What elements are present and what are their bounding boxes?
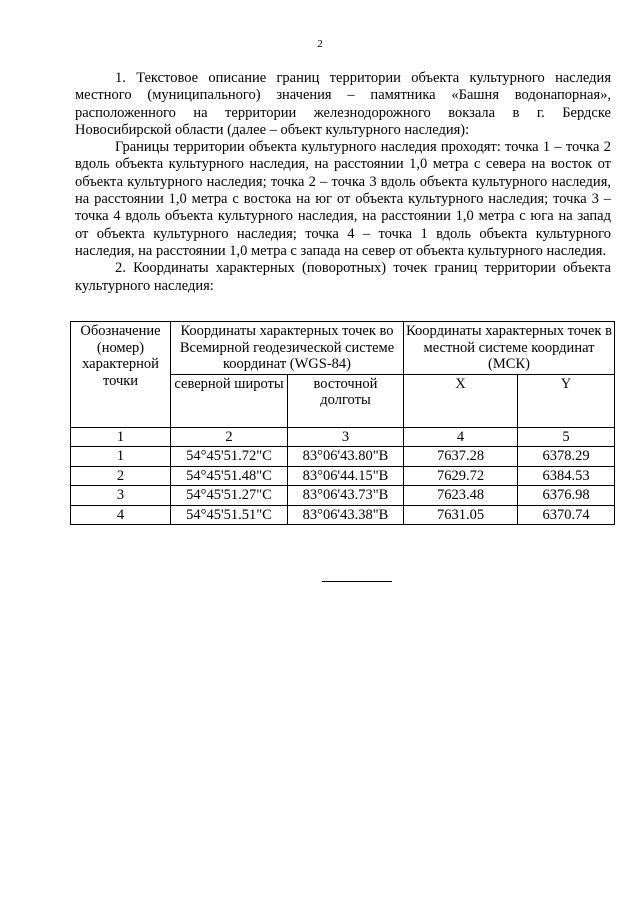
table-row [71, 447, 615, 467]
y-cell: 6376.98 [518, 486, 615, 506]
header-x: X [404, 374, 518, 427]
header-wgs-group: Координаты характерных точек во Всемирной геодезической системе координат (WGS-84) [171, 322, 404, 375]
point-number: 3 [71, 486, 171, 506]
closing-divider-line [322, 581, 392, 582]
y-cell: 6370.74 [518, 505, 615, 525]
document-body [75, 70, 611, 295]
paragraph-boundary-points: Границы территории объекта культурного наследия проходят: точка 1 – точка 2 вдоль объекта культурного наследия, на расстоянии 1,0 метра с севера на восток от объекта культурного наследия; точка 2 – точка 3 вдоль объекта культурного наследия, на расстоянии 1,0 метра с востока на юг от объекта культурного наследия; точка 3 – точка 4 вдоль объекта культурного наследия, на расстоянии 1,0 метра с юга на запад от объекта культурного наследия; точка 4 – точка 1 вдоль объекта культурного наследия, на расстоянии 1,0 метра с запада на север от объекта культурного наследия. [75, 139, 611, 259]
x-cell: 7623.48 [404, 486, 518, 506]
longitude-cell: 83°06'44.15"В [288, 466, 404, 486]
longitude-cell: 83°06'43.38"В [288, 505, 404, 525]
x-cell: 7631.05 [404, 505, 518, 525]
header-north-latitude: северной широты [171, 374, 288, 427]
header-y: Y [518, 374, 615, 427]
page-number: 2 [317, 38, 323, 50]
latitude-cell: 54°45'51.72"С [171, 447, 288, 467]
header-designation: Обозначение (номер) характерной точки [71, 322, 171, 428]
latitude-cell: 54°45'51.51"С [171, 505, 288, 525]
y-cell: 6384.53 [518, 466, 615, 486]
paragraph-coordinates-intro: 2. Координаты характерных (поворотных) точек границ территории объекта культурного наследия: [75, 260, 611, 294]
latitude-cell: 54°45'51.48"С [171, 466, 288, 486]
point-number: 4 [71, 505, 171, 525]
x-cell: 7637.28 [404, 447, 518, 467]
column-number: 1 [71, 427, 171, 447]
y-cell: 6378.29 [518, 447, 615, 467]
x-cell: 7629.72 [404, 466, 518, 486]
header-msk-group: Координаты характерных точек в местной системе координат (МСК) [404, 322, 615, 375]
latitude-cell: 54°45'51.27"С [171, 486, 288, 506]
table-row [71, 486, 615, 506]
column-number: 5 [518, 427, 615, 447]
header-east-longitude: восточной долготы [288, 374, 404, 427]
column-number: 3 [288, 427, 404, 447]
column-number: 2 [171, 427, 288, 447]
longitude-cell: 83°06'43.80"В [288, 447, 404, 467]
point-number: 1 [71, 447, 171, 467]
column-number-row [71, 427, 615, 447]
paragraph-boundary-description: 1. Текстовое описание границ территории объекта культурного наследия местного (муниципального) значения – памятника «Башня водонапорная», расположенного на территории железнодорожного вокзала в г. Бердске Новосибирской области (далее – объект культурного наследия): [75, 70, 611, 138]
longitude-cell: 83°06'43.73"В [288, 486, 404, 506]
table-row [71, 505, 615, 525]
column-number: 4 [404, 427, 518, 447]
table-row [71, 466, 615, 486]
coordinates-table [70, 321, 615, 525]
point-number: 2 [71, 466, 171, 486]
table-header-row [71, 322, 615, 375]
